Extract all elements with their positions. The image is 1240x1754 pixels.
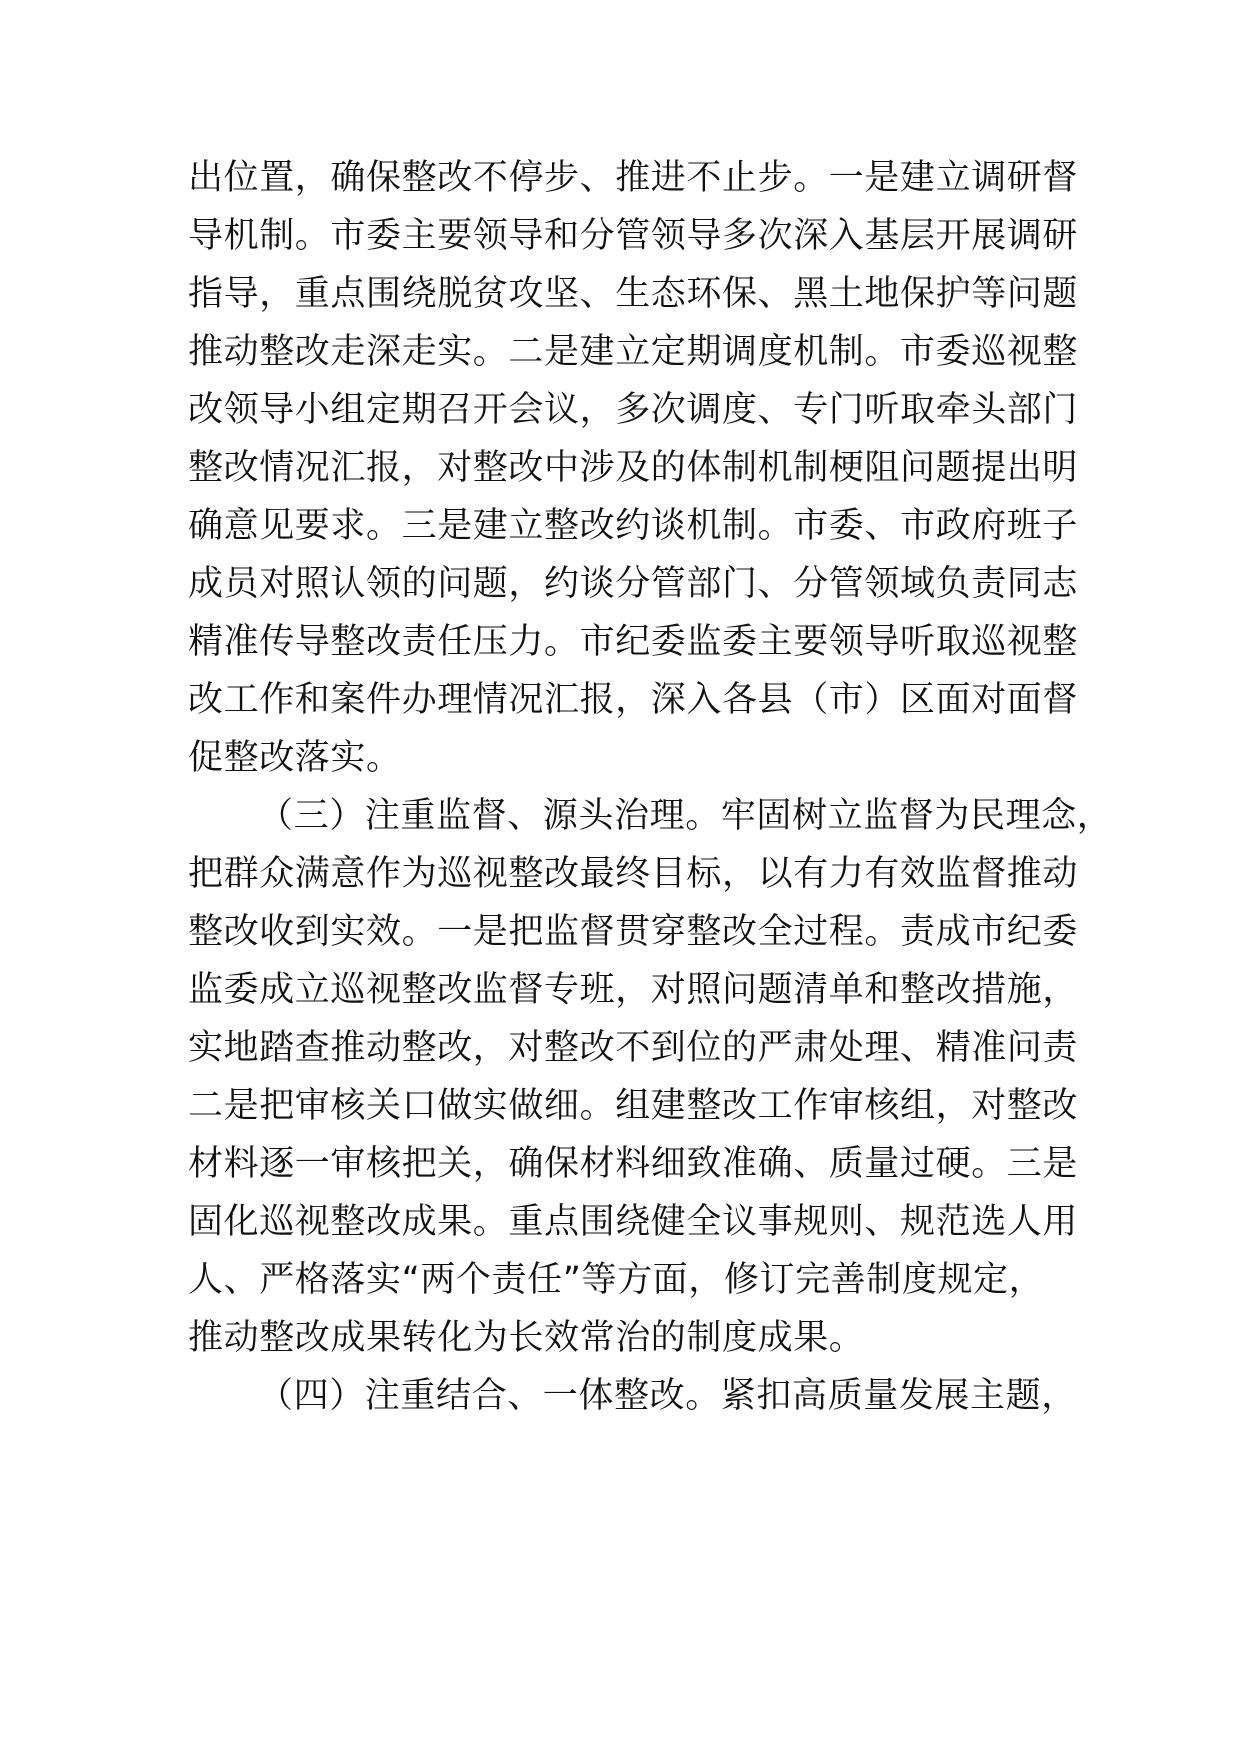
text-line: 人、严格落实“两个责任”等方面，修订完善制度规定， (188, 1260, 1045, 1300)
text-line: 整改情况汇报，对整改中涉及的体制机制梗阻问题提出明 (188, 448, 1079, 488)
text-line: 改领导小组定期召开会议，多次调度、专门听取牵头部门 (188, 390, 1079, 430)
text-line: 推动整改成果转化为长效常治的制度成果。 (188, 1318, 865, 1358)
section-heading-4: （四）注重结合、一体整改。紧扣高质量发展主题， (258, 1376, 1077, 1416)
text-line: 确意见要求。三是建立整改约谈机制。市委、市政府班子 (188, 506, 1079, 546)
text-line: 二是把审核关口做实做细。组建整改工作审核组，对整改 (188, 1086, 1079, 1126)
text-line: 指导，重点围绕脱贫攻坚、生态环保、黑土地保护等问题 (188, 274, 1079, 314)
text-line: 精准传导整改责任压力。市纪委监委主要领导听取巡视整 (188, 622, 1079, 662)
text-line: 实地踏查推动整改，对整改不到位的严肃处理、精准问责 (188, 1028, 1079, 1068)
text-line: 固化巡视整改成果。重点围绕健全议事规则、规范选人用 (188, 1202, 1079, 1242)
text-line: 出位置，确保整改不停步、推进不止步。一是建立调研督 (188, 158, 1079, 198)
text-line: 监委成立巡视整改监督专班，对照问题清单和整改措施， (188, 970, 1079, 1010)
text-line: 改工作和案件办理情况汇报，深入各县（市）区面对面督 (188, 680, 1079, 720)
section-heading-3: （三）注重监督、源头治理。牢固树立监督为民理念， (258, 796, 1113, 836)
text-line: 整改收到实效。一是把监督贯穿整改全过程。责成市纪委 (188, 912, 1079, 952)
text-line: 成员对照认领的问题，约谈分管部门、分管领域负责同志 (188, 564, 1079, 604)
text-line: 促整改落实。 (188, 738, 402, 778)
text-line: 推动整改走深走实。二是建立定期调度机制。市委巡视整 (188, 332, 1079, 372)
text-line: 材料逐一审核把关，确保材料细致准确、质量过硬。三是 (188, 1144, 1079, 1184)
text-line: 导机制。市委主要领导和分管领导多次深入基层开展调研 (188, 216, 1079, 256)
text-line: 把群众满意作为巡视整改最终目标，以有力有效监督推动 (188, 854, 1079, 894)
